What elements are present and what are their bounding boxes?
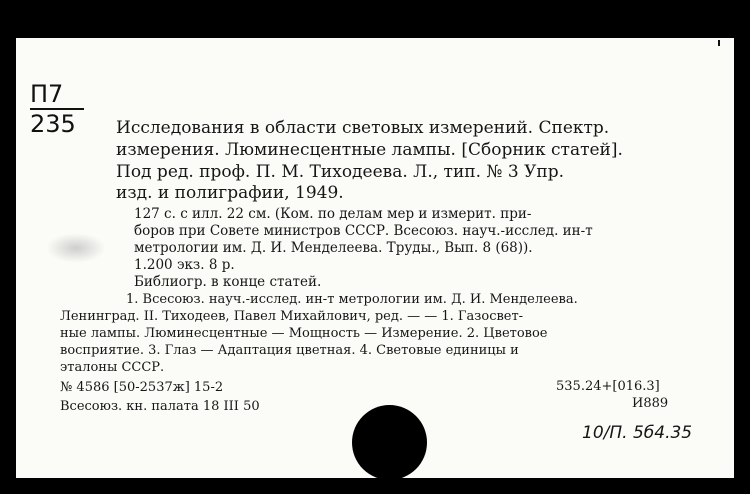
description-line-1: 127 с. с илл. 22 см. (Ком. по делам мер и измерит. при- <box>134 206 532 222</box>
description-line-5: Библиогр. в конце статей. <box>134 274 322 290</box>
tracing-line-1: 1. Всесоюз. науч.-исслед. ин-т метрологии им. Д. И. Менделеева. <box>126 292 578 307</box>
handwritten-note: 10/П. 5б4.35 <box>582 423 693 443</box>
call-number-bottom: 235 <box>30 108 84 138</box>
heading-line-4: изд. и полиграфии, 1949. <box>116 183 344 203</box>
heading-line-1: Исследования в области световых измерений. Спектр. <box>116 118 610 138</box>
tracing-line-4: восприятие. 3. Глаз — Адаптация цветная. 4. Световые единицы и <box>60 343 519 358</box>
description-line-4: 1.200 экз. 8 р. <box>134 257 235 273</box>
author-mark: И889 <box>632 396 669 411</box>
tracing-line-2: Ленинград. II. Тиходеев, Павел Михайлович, ред. — — 1. Газосвет- <box>60 309 524 324</box>
description-line-2: боров при Совете министров СССР. Всесоюз. науч.-исслед. ин-т <box>134 223 593 239</box>
stamp-smudge <box>46 233 106 263</box>
corner-mark <box>718 40 720 46</box>
classification-udc: 535.24+[016.3] <box>556 379 660 394</box>
catalog-card <box>16 38 734 478</box>
tracing-line-5: эталоны СССР. <box>60 360 165 375</box>
tracing-line-3: ные лампы. Люминесцентные — Мощность — Измерение. 2. Цветовое <box>60 326 548 341</box>
punch-hole <box>352 405 427 478</box>
heading-line-2: измерения. Люминесцентные лампы. [Сборник статей]. <box>116 140 623 160</box>
description-line-3: метрологии им. Д. И. Менделеева. Труды., Вып. 8 (68)). <box>134 240 533 256</box>
call-number <box>30 80 84 138</box>
chamber-date: Всесоюз. кн. палата 18 III 50 <box>60 399 260 414</box>
card-number: № 4586 [50-2537ж] 15-2 <box>60 380 224 395</box>
call-number-top: П7 <box>30 80 64 108</box>
heading-line-3: Под ред. проф. П. М. Тиходеева. Л., тип. № 3 Упр. <box>116 162 565 182</box>
